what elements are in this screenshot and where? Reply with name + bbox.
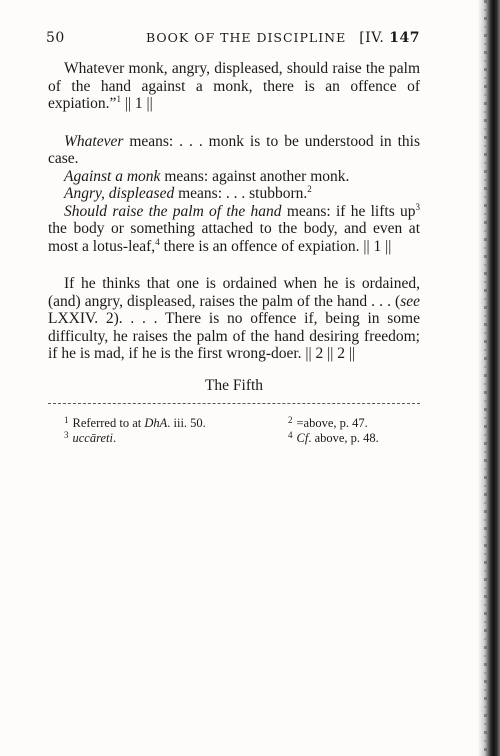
see-reference: see	[400, 292, 420, 310]
term-against-monk: Against a monk	[64, 167, 161, 185]
footnote-number: 1	[64, 415, 69, 425]
footnote-italic: Cf	[296, 431, 309, 445]
binding-edge	[478, 0, 500, 756]
term-raise-palm: Should raise the palm of the hand	[64, 202, 282, 220]
footnote-number: 3	[64, 430, 69, 440]
definition-text: there is an offence of expiation. || 1 ||	[159, 237, 392, 255]
definition-against-monk	[48, 168, 420, 186]
offence-text: LXXIV. 2). . . . There is no offence if, being in some difficulty, he raises the palm of the hand desiring freedom; if he is mad, if he is the first wrong-doer. || 2 || 2 ||	[48, 310, 420, 362]
term-angry: Angry, displeased	[64, 185, 175, 202]
footnote-text: . above, p. 48.	[308, 431, 379, 445]
footnote-divider	[48, 403, 420, 404]
section-reference	[359, 30, 420, 46]
running-head	[46, 30, 420, 50]
offence-text: If he thinks that one is ordained when he is ordained, (and) angry, displeased, raises the palm of the hand . . . (	[48, 275, 420, 310]
footnote-text: =above, p. 47.	[296, 416, 368, 430]
footnote-text: . iii. 50.	[167, 416, 206, 430]
body-text	[48, 60, 420, 363]
footnote-number: 4	[288, 430, 293, 440]
section-number: 147	[389, 30, 420, 46]
footnote-3	[64, 428, 116, 446]
definition-text: means: if he lifts up	[281, 202, 416, 220]
section-end-heading: The Fifth	[204, 377, 264, 394]
page-number: 50	[46, 30, 65, 46]
definition-text: means: . . . monk is to be understood in this case.	[48, 132, 420, 167]
footnote-ref-2: 2	[307, 184, 312, 194]
definition-whatever	[48, 133, 420, 168]
footnote-ref-3: 3	[415, 201, 420, 212]
definition-angry	[48, 185, 420, 203]
footnote-4	[288, 428, 379, 446]
footnote-ref-1: 1	[116, 94, 121, 104]
definition-text: means: against another monk.	[160, 167, 350, 185]
offence-paragraph	[48, 275, 420, 363]
footnote-number: 2	[288, 415, 293, 425]
definition-text: the body or something attached to the body, and even at most a lotus-leaf,	[48, 220, 420, 255]
footnote-text: Referred to at	[72, 416, 145, 430]
term-whatever: Whatever	[64, 132, 124, 150]
definition-raise-palm	[48, 203, 420, 256]
rule-text: Whatever monk, angry, displeased, should raise the palm of the hand against a monk, there is an offence of expiation.”	[48, 60, 420, 112]
running-title: BOOK OF THE DISCIPLINE	[146, 30, 347, 45]
section-prefix: [IV.	[359, 30, 385, 46]
definition-text: means: . . . stubborn.	[174, 185, 308, 202]
footnote-italic: DhA	[144, 416, 168, 430]
footnote-text: .	[113, 431, 117, 445]
rule-paragraph	[48, 60, 420, 113]
footnote-italic: uccāreti	[72, 431, 113, 445]
rule-end-marker: || 1 ||	[120, 95, 153, 112]
footnote-ref-4: 4	[155, 236, 160, 247]
